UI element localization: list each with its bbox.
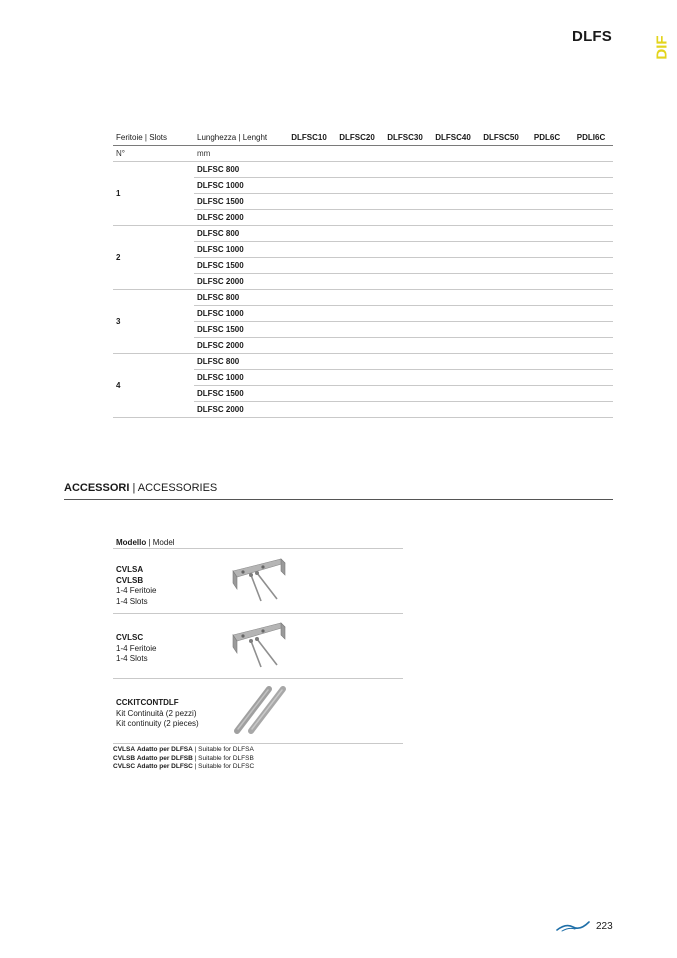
col-length: Lunghezza | Lenght: [194, 130, 285, 146]
spec-table: [113, 130, 613, 418]
col-model: DLFSC20: [333, 130, 381, 146]
note-line: CVLSA Adatto per DLFSA | Suitable for DLFSA: [113, 746, 254, 753]
unit-row: [113, 146, 613, 162]
col-model: PDL6C: [525, 130, 569, 146]
length-cell: DLFSC 2000: [194, 338, 285, 354]
length-cell: DLFSC 2000: [194, 402, 285, 418]
length-cell: DLFSC 1500: [194, 322, 285, 338]
length-cell: DLFSC 1000: [194, 178, 285, 194]
length-cell: DLFSC 800: [194, 162, 285, 178]
col-model: DLFSC50: [477, 130, 525, 146]
col-model: DLFSC40: [429, 130, 477, 146]
length-cell: DLFSC 1000: [194, 242, 285, 258]
accessory-desc-en: 1-4 Slots: [116, 596, 148, 606]
accessories-header: Modello | Model: [113, 537, 403, 549]
continuity-bars-icon: [227, 683, 289, 737]
accessory-desc-it: 1-4 Feritoie: [116, 586, 157, 595]
length-cell: DLFSC 2000: [194, 274, 285, 290]
table-row: [113, 354, 613, 370]
bracket-with-screws-icon: [227, 619, 289, 673]
accessory-item: [113, 614, 403, 679]
section-tab-label: DIF: [653, 34, 671, 60]
accessory-desc-it: Kit Continuità (2 pezzi): [116, 708, 197, 718]
length-cell: DLFSC 1000: [194, 306, 285, 322]
accessory-desc-en: Kit continuity (2 pieces): [116, 719, 199, 728]
length-cell: DLFSC 1000: [194, 370, 285, 386]
table-row: [113, 226, 613, 242]
length-cell: DLFSC 800: [194, 354, 285, 370]
accessory-desc-en: 1-4 Slots: [116, 654, 148, 663]
accessory-notes: [113, 746, 254, 772]
length-cell: DLFSC 1500: [194, 386, 285, 402]
length-cell: DLFSC 800: [194, 290, 285, 306]
unit-slots: N°: [113, 146, 194, 162]
accessory-item: [113, 679, 403, 744]
accessories-table: [113, 537, 403, 744]
length-cell: DLFSC 2000: [194, 210, 285, 226]
spec-header-row: [113, 130, 613, 146]
length-cell: DLFSC 1500: [194, 194, 285, 210]
col-model: PDLI6C: [569, 130, 613, 146]
accessory-code: CVLSC: [116, 633, 144, 642]
bracket-with-screws-icon: [227, 555, 289, 609]
accessory-desc-it: 1-4 Feritoie: [116, 643, 157, 653]
unit-length: mm: [194, 146, 285, 162]
accessory-code: CVLSB: [116, 575, 144, 585]
page-number: 223: [596, 921, 613, 932]
col-model: DLFSC10: [285, 130, 333, 146]
slot-count: 1: [113, 162, 194, 226]
table-row: [113, 290, 613, 306]
accessory-code: CVLSA: [116, 565, 144, 574]
accessory-code: CCKITCONTDLF: [116, 698, 179, 707]
slot-count: 4: [113, 354, 194, 418]
slot-count: 3: [113, 290, 194, 354]
length-cell: DLFSC 800: [194, 226, 285, 242]
section-tab: [652, 30, 672, 64]
col-model: DLFSC30: [381, 130, 429, 146]
page-title: DLFS: [572, 28, 612, 45]
col-slots: Feritoie | Slots: [113, 130, 194, 146]
note-line: CVLSB Adatto per DLFSB | Suitable for DLFSB: [113, 754, 254, 762]
wave-logo-icon: [556, 919, 590, 933]
accessories-heading: ACCESSORI | ACCESSORIES: [64, 482, 613, 500]
table-row: [113, 162, 613, 178]
note-line: CVLSC Adatto per DLFSC | Suitable for DLFSC: [113, 763, 255, 770]
slot-count: 2: [113, 226, 194, 290]
length-cell: DLFSC 1500: [194, 258, 285, 274]
accessory-item: [113, 549, 403, 614]
